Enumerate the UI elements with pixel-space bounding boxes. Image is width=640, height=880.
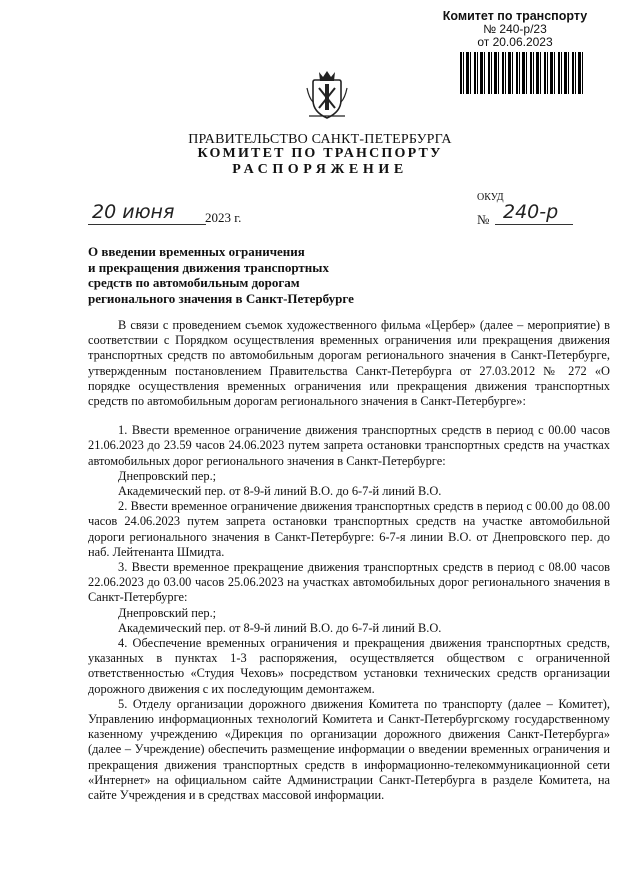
title-line: О введении временных ограничения — [88, 244, 305, 259]
coat-of-arms-icon — [305, 68, 349, 122]
item-5: 5. Отделу организации дорожного движения Комитета по транспорту (далее – Комитет), Управлению информационных технологий Комитета и Санкт-Петербургскому государственному казенному учреждению «Дирекция по организации дорожного движения Санкт-Петербурга» (далее – Учреждение) обеспечить размещение информации о введении временных ограничения и прекращения движения транспортных средств в информационно-телекоммуникационной сети «Интернет» на официальном сайте Администрации Санкт-Петербурга в разделе Комитета, на сайте Учреждения и в средствах массовой информации. — [88, 696, 610, 803]
item-3: 3. Ввести временное прекращение движения транспортных средств в период с 08.00 часов 22.06.2023 до 03.00 часов 25.06.2023 на участках автомобильных дорог регионального значения в Санкт-Петербурге: — [88, 560, 610, 605]
stamp-number: № 240-р/23 — [483, 22, 547, 36]
intro-paragraph: В связи с проведением съемок художественного фильма «Цербер» (далее – мероприятие) в соответствии с Порядком осуществления временных ограничения или прекращения движения транспортных средств по автомобильным дорогам регионального значения в Санкт-Петербурге, утвержденным постановлением Правительства Санкт-Петербурга от 27.03.2012 № 272 «О порядке осуществления временных ограничения или прекращения движения транспортных средств по автомобильным дорогам регионального значения в Санкт-Петербурге»: — [88, 318, 610, 409]
government-name: ПРАВИТЕЛЬСТВО САНКТ-ПЕТЕРБУРГА — [188, 132, 452, 147]
okud-label: ОКУД — [477, 192, 504, 203]
registration-stamp — [440, 10, 590, 49]
document-body — [88, 318, 610, 803]
item-2: 2. Ввести временное ограничение движения транспортных средств в период с 00.00 до 08.00 часов 24.06.2023 путем запрета остановки транспортных средств на участке автомобильной дороги регионального значения в Санкт-Петербурге: 6-7-я линии В.О. от Днепровского пер. до наб. Лейтенанта Шмидта. — [88, 499, 610, 559]
number-sign: № — [477, 212, 490, 227]
item-1-street: Днепровский пер.; — [118, 468, 217, 483]
document-title — [88, 244, 408, 306]
stamp-date: от 20.06.2023 — [477, 35, 553, 49]
title-line: средств по автомобильным дорогам — [88, 275, 300, 290]
item-3-street: Днепровский пер.; — [118, 605, 217, 620]
stamp-org: Комитет по транспорту — [442, 9, 588, 23]
item-4: 4. Обеспечение временных ограничения и прекращения движения транспортных средств, указанных в пунктах 1-3 распоряжения, осуществляется обществом с ограниченной ответственностью «Студия Чеховъ» посредством установки технических средств организации дорожного движения с их последующим демонтажем. — [88, 636, 610, 696]
committee-name: КОМИТЕТ ПО ТРАНСПОРТУ — [197, 146, 443, 161]
title-line: регионального значения в Санкт-Петербурге — [88, 290, 354, 306]
date-year: 2023 г. — [205, 210, 242, 225]
item-1-street: Академический пер. от 8-9-й линий В.О. до 6-7-й линий В.О. — [118, 484, 442, 499]
handwritten-date: 20 июня — [88, 200, 206, 225]
title-line: и прекращения движения транспортных — [88, 259, 329, 275]
barcode — [460, 52, 586, 94]
item-3-street: Академический пер. от 8-9-й линий В.О. до 6-7-й линий В.О. — [118, 620, 442, 635]
item-1: 1. Ввести временное ограничение движения транспортных средств в период с 00.00 часов 21.06.2023 до 23.59 часов 24.06.2023 путем запрета остановки транспортных средств на участках автомобильных дорог регионального значения в Санкт-Петербурге: — [88, 423, 610, 468]
document-type: РАСПОРЯЖЕНИЕ — [232, 162, 408, 177]
handwritten-number: 240-р — [495, 200, 573, 225]
